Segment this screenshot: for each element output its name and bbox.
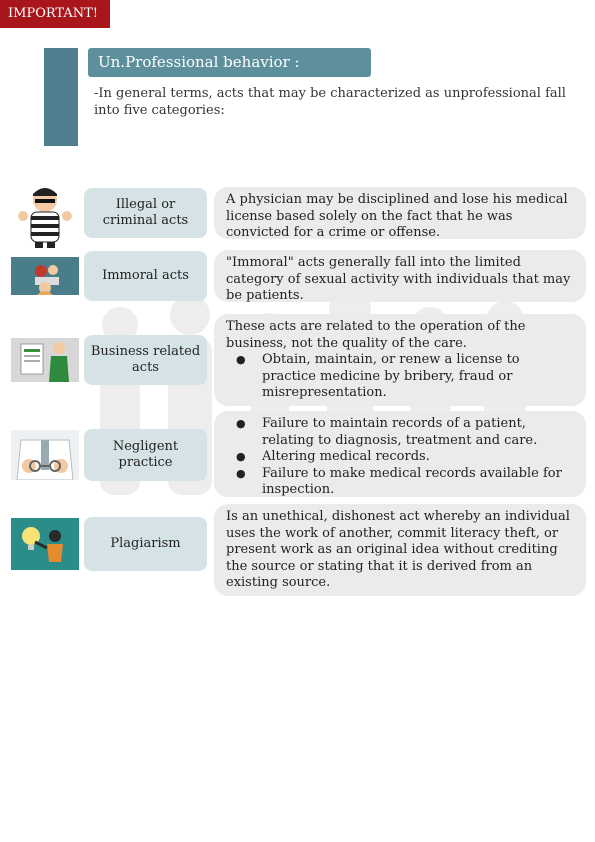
category-label-plagiarism: Plagiarism	[84, 517, 207, 571]
category-label-business: Business related acts	[84, 335, 207, 385]
immoral-acts-icon	[11, 257, 79, 295]
category-desc-plagiarism	[214, 504, 586, 596]
category-label-illegal: Illegal or criminal acts	[84, 188, 207, 238]
business-icon	[11, 338, 79, 382]
category-label-negligent: Negligent practice	[84, 429, 207, 481]
category-label-immoral: Immoral acts	[84, 251, 207, 301]
description-text: Is an unethical, dishonest act whereby an individual uses the work of another, commit literacy theft, or present work as an original idea without crediting the source or stating that it is derived from an existing source.	[226, 509, 570, 591]
description-text: A physician may be disciplined and lose his medical license based solely on the fact that he was convicted for a crime or offense.	[226, 192, 568, 241]
description-text: These acts are related to the operation of the business, not the quality of the care.	[226, 319, 526, 351]
list-item: ● Obtain, maintain, or renew a license to practice medicine by bribery, fraud or misrepresentation.	[226, 352, 576, 402]
category-desc-immoral	[214, 250, 586, 302]
category-desc-business	[214, 314, 586, 406]
intro-text: -In general terms, acts that may be characterized as unprofessional fall into five categories:	[94, 86, 566, 118]
description-text: "Immoral" acts generally fall into the limited category of sexual activity with individuals that may be patients.	[226, 255, 571, 304]
bullet-list	[226, 352, 576, 402]
side-accent-bar	[44, 48, 78, 146]
section-title: Un.Professional behavior :	[88, 48, 371, 77]
important-banner: IMPORTANT!	[0, 0, 110, 28]
list-item: ● Altering medical records.	[226, 449, 576, 466]
idea-thief-icon	[11, 518, 79, 570]
bullet-list	[226, 416, 576, 499]
list-item: ● Failure to maintain records of a patient, relating to diagnosis, treatment and care.	[226, 416, 576, 449]
handcuffed-doctor-icon	[11, 430, 79, 480]
category-desc-illegal	[214, 187, 586, 239]
prisoner-icon	[11, 182, 79, 248]
list-item: ● Failure to make medical records available for inspection.	[226, 466, 576, 499]
category-desc-negligent	[214, 411, 586, 497]
